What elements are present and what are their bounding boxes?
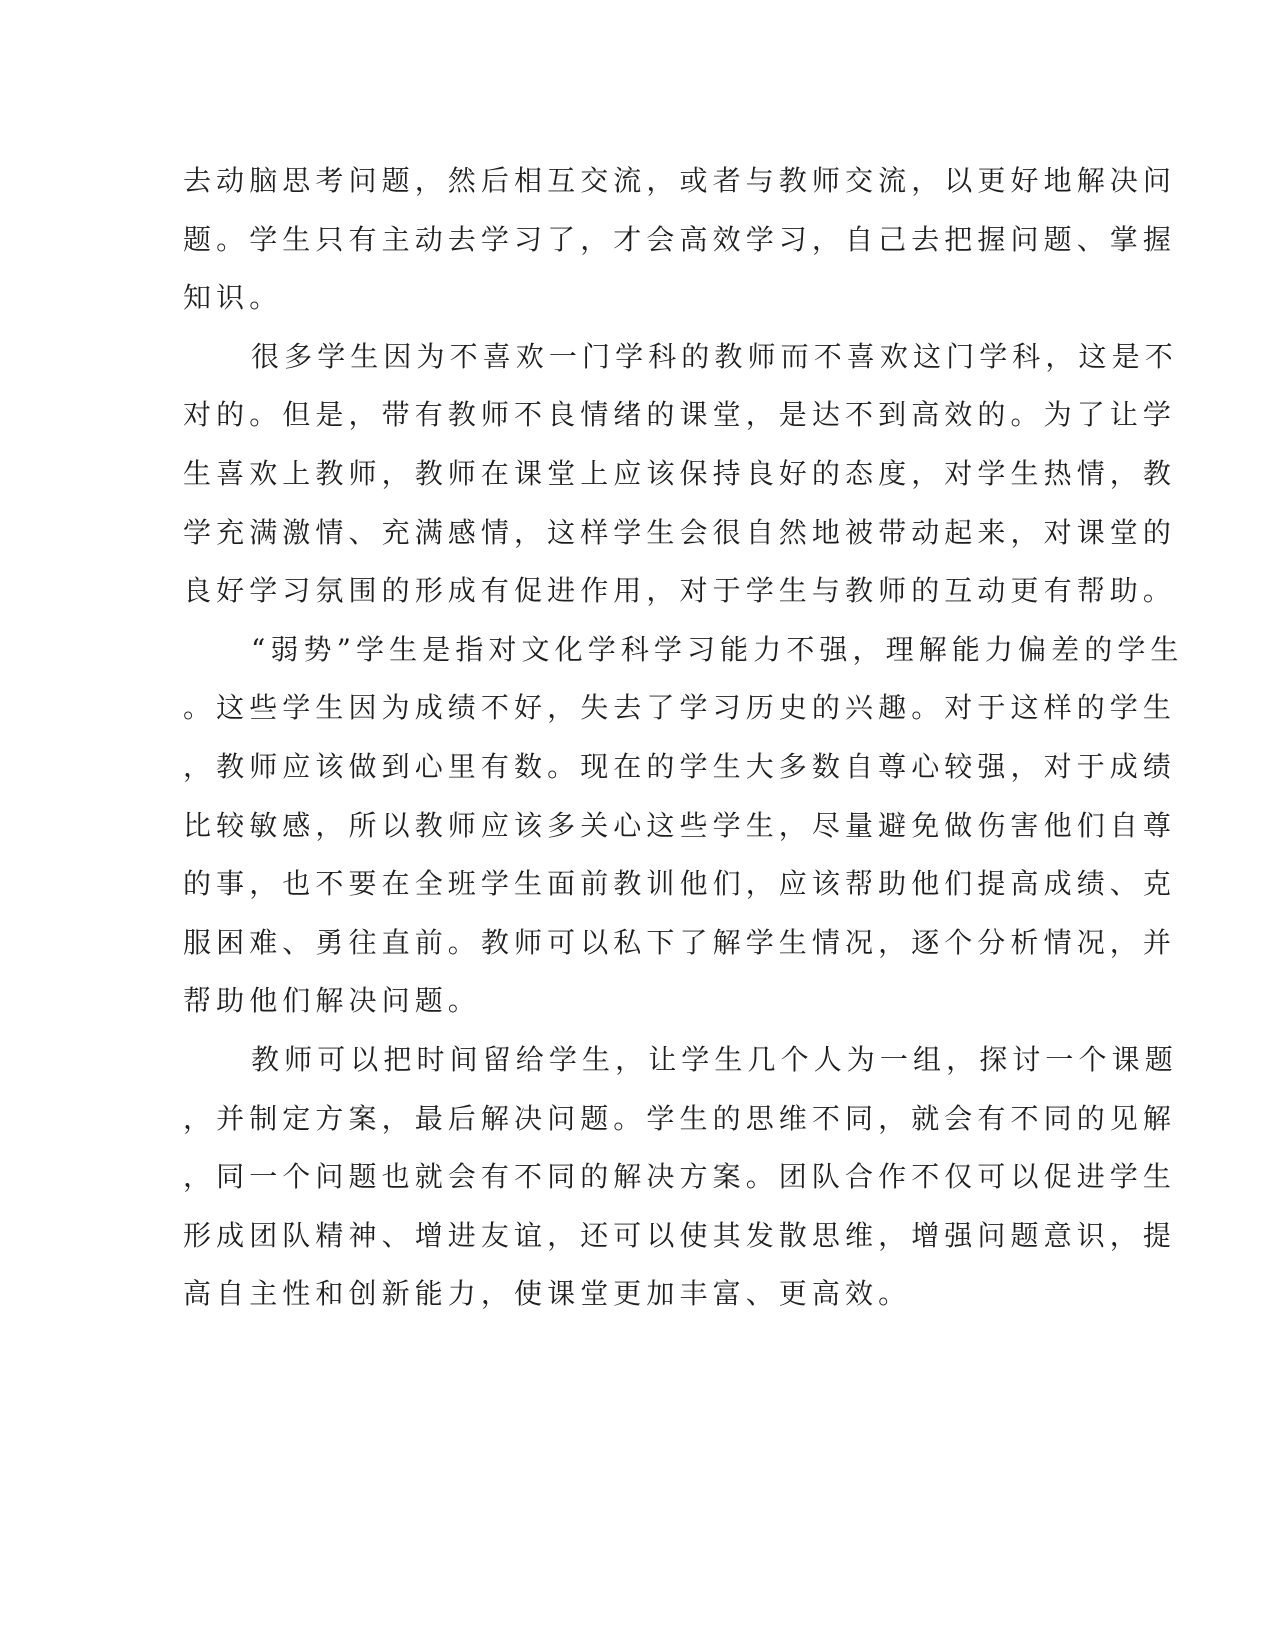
paragraph-4-line-5: 高自主性和创新能力，使课堂更加丰富、更高效。 — [183, 1277, 912, 1311]
paragraph-3-line-6: 服困难、勇往直前。教师可以私下了解学生情况，逐个分析情况，并 — [183, 925, 1177, 959]
paragraph-4-line-2: ，并制定方案，最后解决问题。学生的思维不同，就会有不同的见解 — [183, 1101, 1177, 1135]
paragraph-3-line-4: 比较敏感，所以教师应该多关心这些学生，尽量避免做伤害他们自尊 — [183, 808, 1177, 842]
paragraph-4-line-1: 教师可以把时间留给学生，让学生几个人为一组，探讨一个课题 — [251, 1042, 1178, 1076]
paragraph-2-line-4: 学充满激情、充满感情，这样学生会很自然地被带动起来，对课堂的 — [183, 515, 1177, 549]
paragraph-4-line-3: ，同一个问题也就会有不同的解决方案。团队合作不仅可以促进学生 — [183, 1160, 1177, 1194]
paragraph-1-line-3: 知识。 — [183, 281, 283, 315]
paragraph-2-line-5: 良好学习氛围的形成有促进作用，对于学生与教师的互动更有帮助。 — [183, 574, 1177, 608]
paragraph-3-line-1: “弱势”学生是指对文化学科学习能力不强，理解能力偏差的学生 — [251, 632, 1184, 666]
paragraph-3-line-5: 的事，也不要在全班学生面前教训他们，应该帮助他们提高成绩、克 — [183, 867, 1177, 901]
paragraph-2-line-2: 对的。但是，带有教师不良情绪的课堂，是达不到高效的。为了让学 — [183, 398, 1177, 432]
paragraph-2-line-3: 生喜欢上教师，教师在课堂上应该保持良好的态度，对学生热情，教 — [183, 456, 1177, 490]
paragraph-3-line-7: 帮助他们解决问题。 — [183, 984, 481, 1018]
paragraph-3-line-3: ，教师应该做到心里有数。现在的学生大多数自尊心较强，对于成绩 — [183, 749, 1177, 783]
paragraph-3-line-2: 。这些学生因为成绩不好，失去了学习历史的兴趣。对于这样的学生 — [183, 691, 1177, 725]
paragraph-1-line-2: 题。学生只有主动去学习了，才会高效学习，自己去把握问题、掌握 — [183, 222, 1177, 256]
paragraph-2-line-1: 很多学生因为不喜欢一门学科的教师而不喜欢这门学科，这是不 — [251, 339, 1178, 373]
body-text — [183, 152, 1184, 1324]
paragraph-1-line-1: 去动脑思考问题，然后相互交流，或者与教师交流，以更好地解决问 — [183, 164, 1177, 197]
paragraph-4-line-4: 形成团队精神、增进友谊，还可以使其发散思维，增强问题意识，提 — [183, 1218, 1177, 1252]
